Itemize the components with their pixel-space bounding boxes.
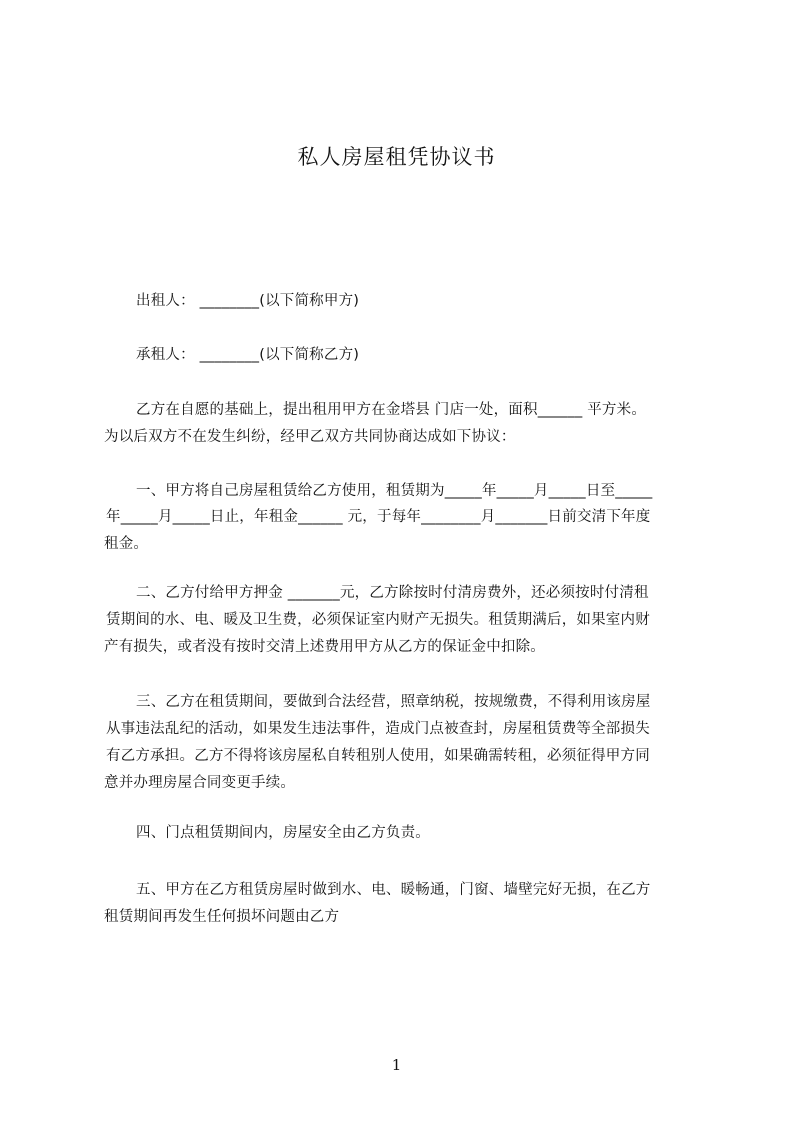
clause2-line-3: 产有损失，或者没有按时交清上述费用甲方从乙方的保证金中扣除。: [104, 639, 545, 655]
intro-line-2: 为以后双方不在发生纠纷，经甲乙双方共同协商达成如下协议：: [104, 429, 516, 445]
clause3-line-2: 从事违法乱纪的活动，如果发生违法事件，造成门点被查封，房屋租赁费等全部损失: [106, 721, 650, 737]
page-number: 1: [391, 1056, 402, 1074]
clause4-line: 四、门点租赁期间内，房屋安全由乙方负责。: [136, 825, 430, 841]
clause5-line-2: 租赁期间再发生任何损坏问题由乙方: [104, 909, 340, 925]
clause1-line-1: 一、甲方将自己房屋租赁给乙方使用，租赁期为_____年_____月_____日至_____: [136, 483, 653, 499]
lessee-line: 承租人： ________(以下简称乙方): [136, 347, 360, 363]
lessor-line: 出租人： ________(以下简称甲方): [136, 293, 360, 309]
clause3-line-1: 三、乙方在租赁期间，要做到合法经营，照章纳税，按规缴费，不得利用该房屋: [136, 694, 651, 710]
clause1-line-2: 年_____月_____日止，年租金______ 元，于每年________月_______日前交清下年度: [106, 509, 651, 525]
clause3-line-3: 有乙方承担。乙方不得将该房屋私自转租别人使用，如果确需转租，必须征得甲方同: [106, 748, 650, 764]
clause1-line-3: 租金。: [104, 536, 149, 552]
clause5-line-1: 五、甲方在乙方租赁房屋时做到水、电、暖畅通，门窗、墙壁完好无损，在乙方: [136, 882, 651, 898]
clause3-line-4: 意并办理房屋合同变更手续。: [104, 775, 296, 791]
document-title: 私人房屋租凭协议书: [297, 145, 496, 169]
clause2-line-1: 二、乙方付给甲方押金 _______元，乙方除按时付清房费外，还必须按时付清租: [136, 585, 649, 601]
intro-line-1: 乙方在自愿的基础上，提出租用甲方在金塔县 门店一处，面积______ 平方米。: [136, 402, 647, 418]
clause2-line-2: 赁期间的水、电、暖及卫生费，必须保证室内财产无损失。租赁期满后，如果室内财: [106, 612, 650, 628]
